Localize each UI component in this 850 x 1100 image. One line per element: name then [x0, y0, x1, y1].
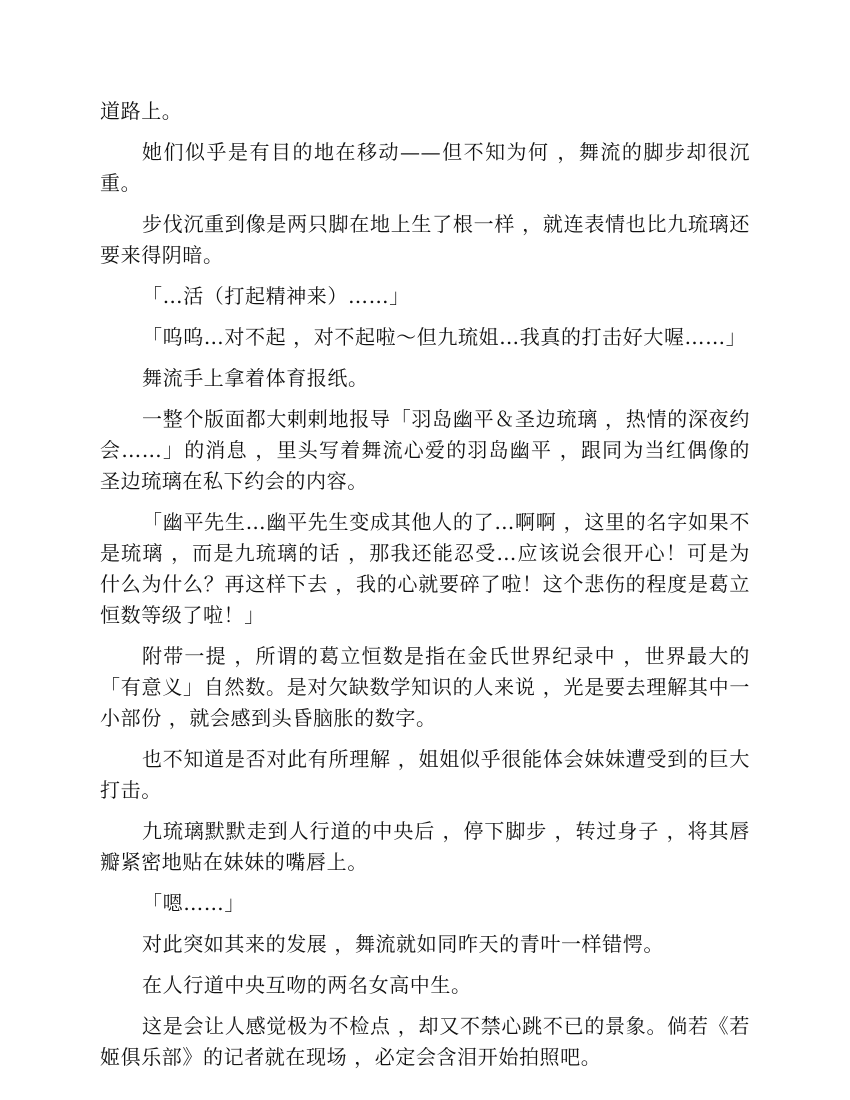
paragraph-2: 她们似乎是有目的地在移动——但不知为何 ，舞流的脚步却很沉重。 — [100, 140, 750, 195]
paragraph-10: 也不知道是否对此有所理解 ，姐姐似乎很能体会妹妹遭受到的巨大打击。 — [100, 747, 750, 802]
paragraph-15: 这是会让人感觉极为不检点 ，却又不禁心跳不已的景象。倘若《若姬俱乐部》的记者就在现场 ，必定会含泪开始拍照吧。 — [100, 1014, 750, 1069]
paragraph-14: 在人行道中央互吻的两名女高中生。 — [142, 973, 472, 997]
paragraph-9: 附带一提 ，所谓的葛立恒数是指在金氏世界纪录中 ，世界最大的「有意义」自然数。是对欠缺数学知识的人来说 ，光是要去理解其中一小部份 ，就会感到头昏脑胀的数字。 — [100, 644, 750, 730]
paragraph-6: 舞流手上拿着体育报纸。 — [142, 366, 369, 390]
paragraph-7: 一整个版面都大剌剌地报导「羽岛幽平＆圣边琉璃 ，热情的深夜约会……」的消息 ，里头写着舞流心爱的羽岛幽平 ，跟同为当红偶像的圣边琉璃在私下约会的内容。 — [100, 407, 750, 493]
document-page — [100, 96, 750, 1083]
paragraph-8: 「幽平先生…幽平先生变成其他人的了…啊啊 ，这里的名字如果不是琉璃 ，而是九琉璃的话 ，那我还能忍受…应该说会很开心！可是为什么为什么？再这样下去 ，我的心就要碎了啦！这个悲伤的程度是葛立恒数等级了啦！」 — [100, 510, 750, 627]
paragraph-3: 步伐沉重到像是两只脚在地上生了根一样 ，就连表情也比九琉璃还要来得阴暗。 — [100, 212, 750, 267]
paragraph-11: 九琉璃默默走到人行道的中央后 ，停下脚步 ，转过身子 ，将其唇瓣紧密地贴在妹妹的嘴唇上。 — [100, 819, 750, 874]
paragraph-13: 对此突如其来的发展 ，舞流就如同昨天的青叶一样错愕。 — [142, 932, 664, 956]
paragraph-5: 「呜呜…对不起 ，对不起啦～但九琉姐…我真的打击好大喔……」 — [142, 325, 747, 349]
paragraph-1: 道路上。 — [100, 99, 183, 123]
paragraph-12: 「嗯……」 — [142, 891, 245, 915]
paragraph-4: 「…活（打起精神来）……」 — [142, 284, 410, 308]
